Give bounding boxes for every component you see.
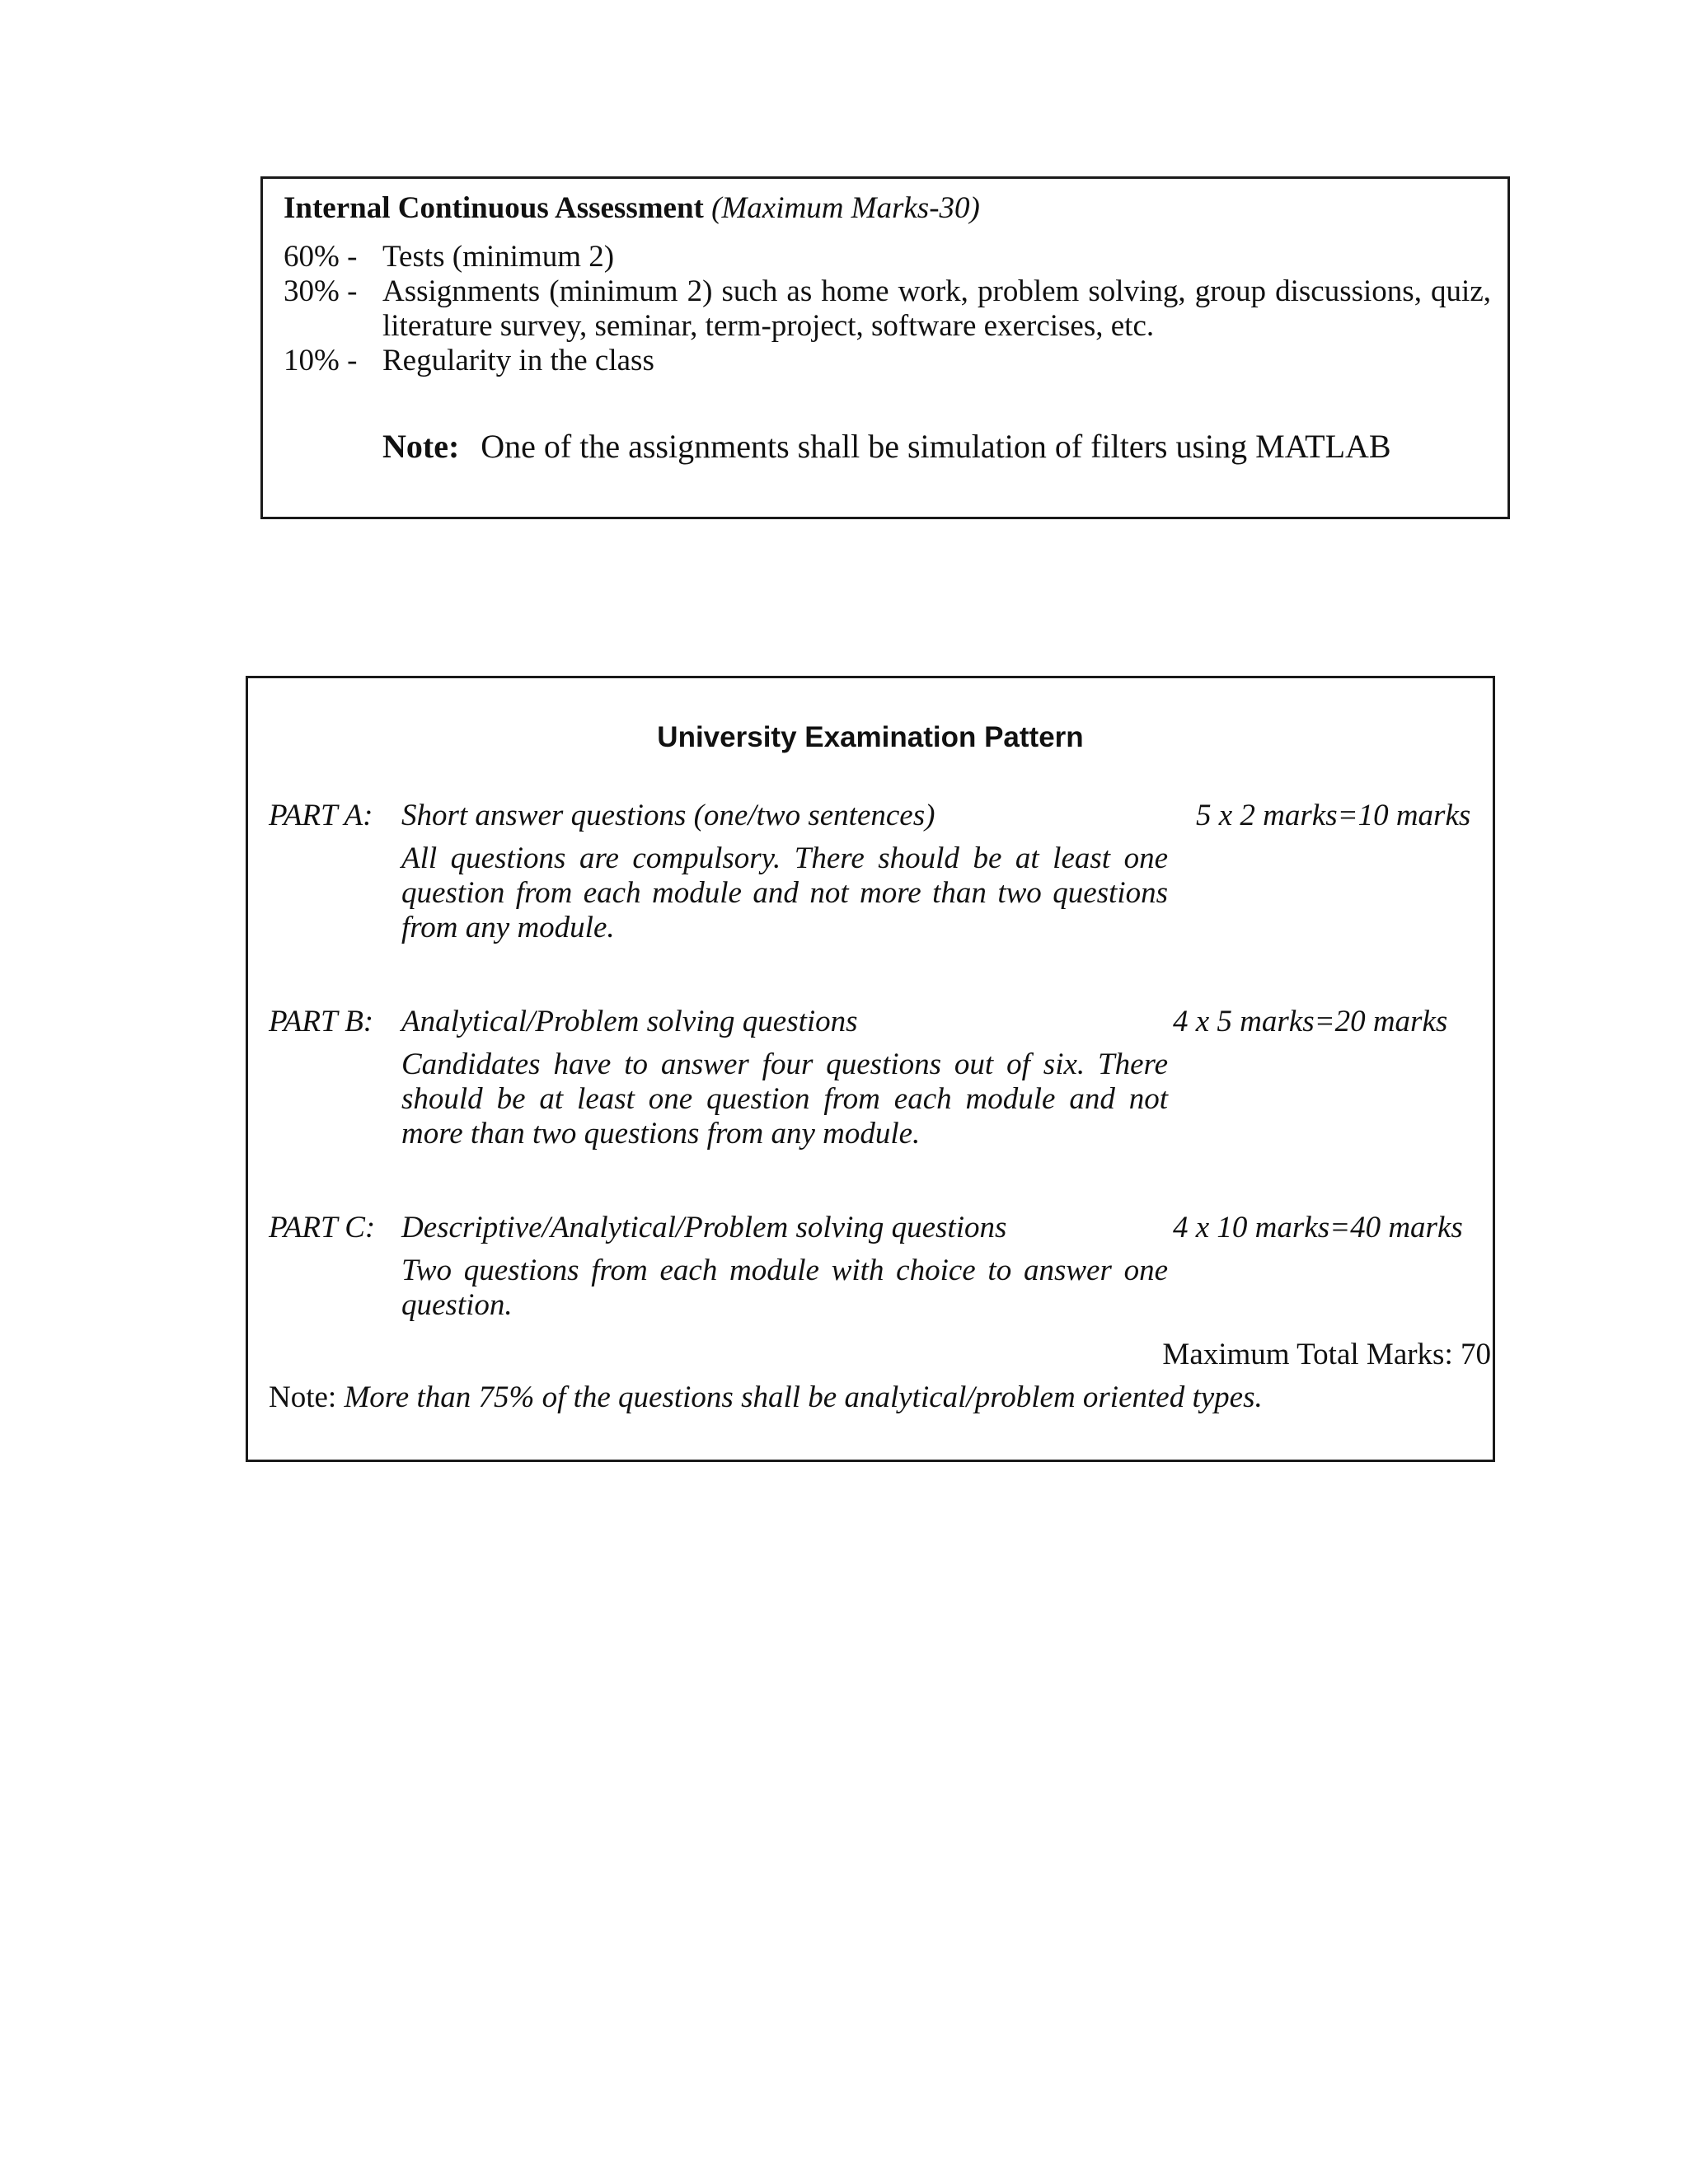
exam-pattern-note [269, 1380, 1263, 1415]
part-label: PART C: [269, 1211, 376, 1244]
part-marks: 4 x 10 marks=40 marks [1173, 1211, 1463, 1244]
assessment-note-text: One of the assignments shall be simulation of filters using MATLAB [481, 428, 1391, 465]
assessment-note [382, 426, 1391, 467]
part-marks: 5 x 2 marks=10 marks [1196, 799, 1471, 832]
part-label: PART A: [269, 799, 373, 832]
assessment-item-text: Assignments (minimum 2) such as home work, problem solving, group discussions, quiz, literature survey, seminar, term-project, software exercises, etc. [382, 274, 1491, 343]
maximum-total-marks: Maximum Total Marks: 70 [1162, 1338, 1491, 1371]
internal-assessment-title-bold: Internal Continuous Assessment [284, 191, 704, 225]
exam-pattern-box [246, 676, 1495, 1462]
assessment-note-label: Note: [382, 428, 460, 465]
part-marks: 4 x 5 marks=20 marks [1173, 1005, 1448, 1038]
internal-assessment-title [284, 190, 980, 227]
assessment-item-text: Regularity in the class [382, 344, 654, 377]
part-heading: Descriptive/Analytical/Problem solving questions [401, 1211, 1007, 1244]
part-heading: Short answer questions (one/two sentences) [401, 799, 935, 832]
assessment-item-percent: 60% - [284, 240, 358, 274]
internal-assessment-box [260, 176, 1510, 519]
assessment-item-text: Tests (minimum 2) [382, 240, 615, 274]
assessment-item-percent: 10% - [284, 344, 358, 377]
part-label: PART B: [269, 1005, 374, 1038]
assessment-item-percent: 30% - [284, 274, 358, 308]
exam-note-label: Note: [269, 1380, 337, 1414]
internal-assessment-max-marks: (Maximum Marks-30) [711, 191, 980, 225]
exam-note-text: More than 75% of the questions shall be analytical/problem oriented types. [344, 1380, 1263, 1414]
part-description: All questions are compulsory. There should be at least one question from each module and not more than two questions from any module. [401, 841, 1168, 944]
part-description: Candidates have to answer four questions out of six. There should be at least one question from each module and not more than two questions from any module. [401, 1047, 1168, 1151]
part-description: Two questions from each module with choice to answer one question. [401, 1254, 1168, 1322]
part-heading: Analytical/Problem solving questions [401, 1005, 858, 1038]
exam-pattern-title: University Examination Pattern [657, 721, 1084, 753]
